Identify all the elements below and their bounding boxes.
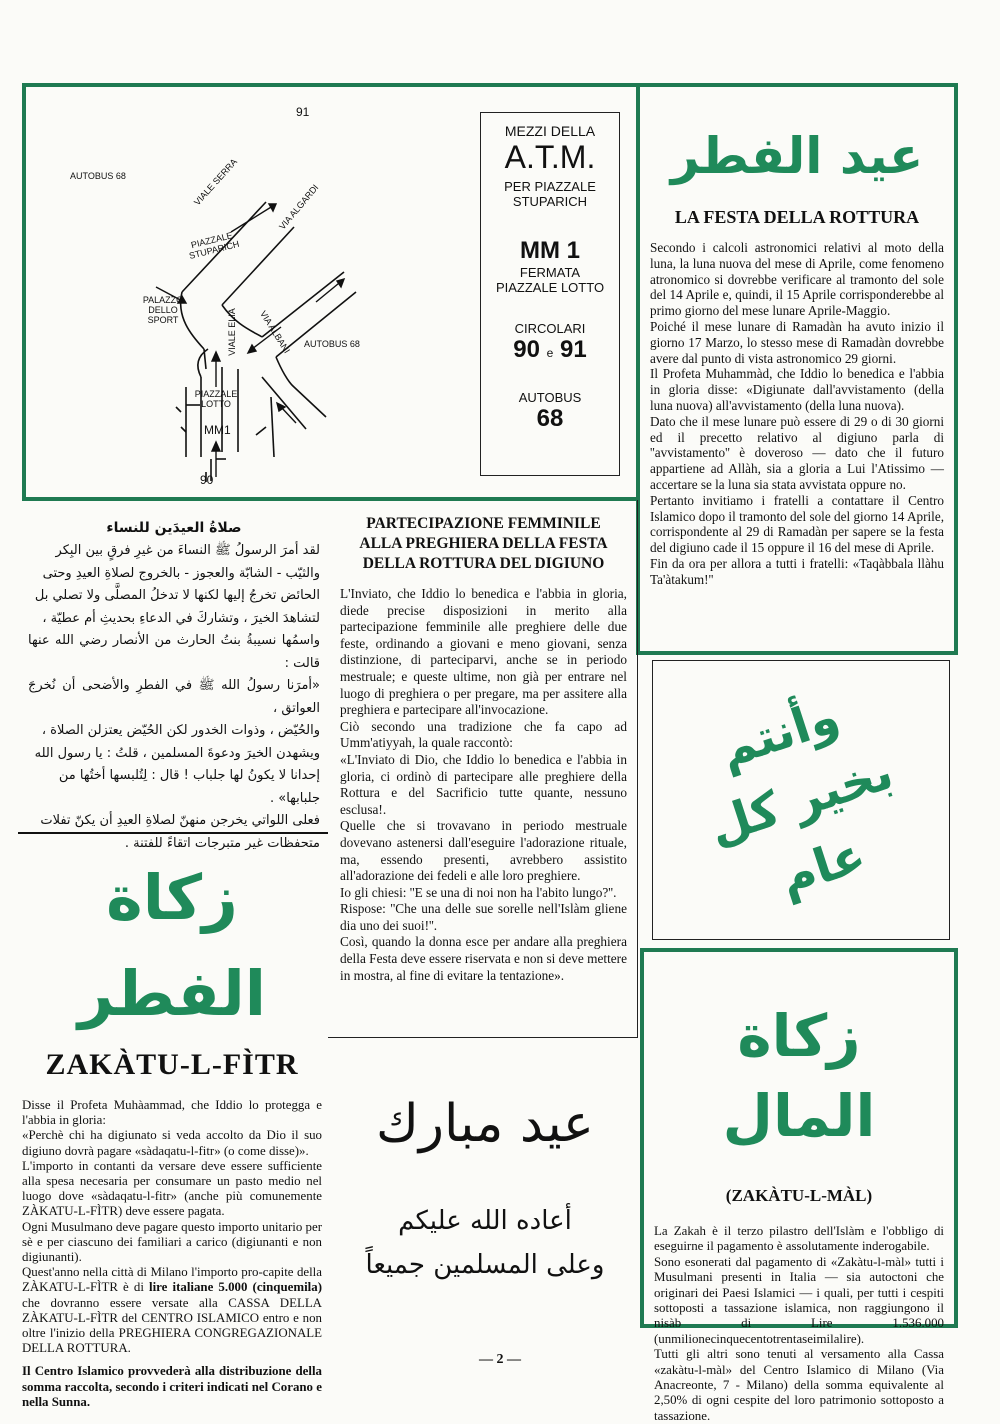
- label-piazzale-stuparich: PIAZZALE STUPARICH: [188, 230, 241, 261]
- partecipazione-paragraph: Così, quando la donna esce per andare alla preghiera della Festa deve essere riservata e non si deve mettere in mostra, al fine di evitare la tentazione».: [340, 934, 627, 983]
- festa-paragraph: Il Profeta Muhammàd, che Iddio lo benedica e l'abbia in gloria disse: «Digiunate dall'avvistamento (della luna nuova) all'avvistamento (della luna nuova).: [650, 366, 944, 413]
- festa-arabic-title: عيد الفطر: [670, 127, 924, 185]
- zakat-fitr-arabic-title: زكاة الفطر: [77, 861, 267, 1030]
- atm-title: A.T.M.: [504, 139, 596, 175]
- arabic-line: ويشهدن الخيرَ ودعوةَ المسلمين ، قلتُ : يا رسول الله: [34, 745, 320, 761]
- label-piazzale-lotto: PIAZZALE LOTTO: [194, 389, 238, 409]
- partecipazione-paragraph: Io gli chiesi: ''E se una di noi non ha l'abito lungo?''.: [340, 884, 617, 900]
- atm-line2: PER PIAZZALE: [504, 179, 596, 194]
- eid-mubarak-calligraphy: عيد مبارك: [376, 1094, 594, 1154]
- zakat-fitr-paragraph: Ogni Musulmano deve pagare questo importo unitario per sè e per ciascuno dei familiari a carico (digiunanti e non digiunanti).: [22, 1219, 322, 1265]
- festa-paragraph: Pertanto invitiamo i fratelli a contattare il Centro Islamico dopo il tramonto del sole del giorno 14 Aprile, corrispondente al 29 di Ramadàn per sapere se la festa del digiuno cade il 15 oppure il 16 del mese di Aprile.: [650, 492, 944, 556]
- arabic-women-heading: صلاةُ العيدَين للنساء: [106, 520, 242, 536]
- zakat-mal-paragraph: Tutti gli altri sono tenuti al versamento alla Cassa «zakàtu-l-màl» del Centro Islamico di Milano (Via Anacreonte, 7 - Milano) della somma equivalente al 2,50% di ogni cespite del loro patrimonio sottoposto a tassazione.: [654, 1347, 944, 1423]
- festa-paragraph: Secondo i calcoli astronomici relativi al moto della luna, la luna nuova del mese di Aprile, come fenomeno atronomico si dovrebbe verificare al tramonto del sole del 14 Aprile e, quindi, il 15 Aprile corrisponderebbe al primo giorno del mese lunare Aprile-Maggio.: [650, 240, 944, 319]
- zakat-fitr-paragraph-amount: [22, 1265, 322, 1356]
- zakat-fitr-amount: lire italiane 5.000 (cinquemila): [149, 1280, 322, 1295]
- partecipazione-paragraph: Quelle che si trovavano in periodo mestruale dovevano astenersi dall'eseguire l'adorazione rituale, ma, essendo presenti, avrebbero assistito all'adorazione dei fedeli e alle loro preghiere.: [340, 818, 627, 884]
- zakat-fitr-amount-post: che dovranno essere versate alla CASSA DELLA ZÀKATU-L-FÌTR del CENTRO ISLAMICO entro e non oltre l'inizio della PREGHIERA CONGREGAZIONALE DELLA ROTTURA.: [22, 1295, 322, 1356]
- arabic-line: الحائض تخرجُ إليها لكنها لا تدخلُ المصلَّى ولا تصلي بل: [34, 588, 320, 603]
- label-bus-90: 90: [200, 473, 214, 487]
- greeting-calligraphy: وأنتم بخير كل عام: [702, 688, 900, 907]
- zakat-fitr-amount-pre: Quest'anno nella città di Milano l'importo pro-capite della ZÀKATU-L-FÌTR è di: [22, 1265, 322, 1295]
- arabic-line: لقد أمرَ الرسولُ ﷺ النساءَ من غيرِ فرقٍ بين البِكر: [55, 543, 320, 558]
- atm-circolari-numbers: [481, 336, 619, 364]
- atm-mm1: MM 1: [520, 237, 580, 264]
- arabic-line: واسمُها نسيبةُ بنتُ الحارث من الأنصار رضي الله عنها قالت :: [28, 633, 320, 671]
- zakat-fitr-paragraph: «Perchè chi ha digiunato si veda accolto da Dio il suo digiuno dovrà pagare «sàdaqatu-l-fitr» (o come disse)».: [22, 1128, 322, 1158]
- left-divider: [18, 832, 328, 834]
- arabic-line: لتشاهدَ الخيرَ ، وتشاركَ في الدعاءِ بحديثِ أم عطيّة ،: [42, 610, 320, 626]
- label-viale-serra: VIALE SERRA: [192, 156, 239, 208]
- zakat-fitr-closing: Il Centro Islamico provvederà alla distribuzione della somma raccolta, secondo i criteri indicati nel Corano e nella Sunna.: [22, 1364, 322, 1409]
- arabic-line: متحفظات غير متبرجات اتقاءً للفتنة .: [124, 835, 320, 851]
- zakat-mal-title: (ZAKÀTU-L-MÀL): [725, 1186, 873, 1205]
- atm-line3: STUPARICH: [512, 194, 588, 209]
- label-via-albani: VIA ALBANI: [258, 308, 292, 356]
- greeting-calligraphy-box: [652, 660, 950, 940]
- atm-line1: MEZZI DELLA: [504, 123, 596, 139]
- partecipazione-paragraph: L'Inviato, che Iddio lo benedica e l'abbia in gloria, diede precise disposizioni in merito alla partecipazione femminile alle preghiere delle due feste, ordinando a giovani e meno giovani, senza distinzione, di parteciparvi, anche se in periodo mestruale; e queste ultime, non già per entrare nel luogo di preghiera o per pregare, ma per assitere alla preghiera e partecipare all'invocazione.: [340, 586, 627, 718]
- zakat-mal-paragraph: Sono esonerati dal pagamento di «Zakàtu-l-màl» tutti i Musulmani presenti in Italia — sia autoctoni che originari dei Paesi Islamici — i quali, per tutti i cespiti sottoposti a tassazione islamica, non raggiungono il nisàb di Lire 1.536.000 (unmilionecinquecentotrentaseimilalire).: [654, 1254, 944, 1346]
- label-autobus-68-right: AUTOBUS 68: [304, 339, 360, 349]
- partecipazione-paragraph: Ciò secondo una tradizione che fa capo ad Umm'atiyyah, la quale raccontò:: [340, 718, 627, 751]
- label-via-algardi: VIA ALGARDI: [277, 182, 321, 232]
- atm-piazzale-lotto: PIAZZALE LOTTO: [495, 280, 605, 295]
- arabic-line: إحدانا لا يكونُ لها جلباب ! قال : لِتُلبسها أختُها من: [58, 768, 320, 783]
- partecipazione-paragraph: «L'Inviato di Dio, che Iddio lo benedica e l'abbia in gloria, ci ordinò di partecipare alle preghiere della Rottura e del Sacrificio tutte quante, nessuno esclusa!.: [340, 751, 627, 817]
- zakat-fitr-paragraph: Disse il Profeta Muhàammad, che Iddio lo protegga e l'abbia in gloria:: [22, 1098, 322, 1128]
- partecipazione-body: [340, 586, 627, 984]
- arabic-line: والثيّب - الشابّة والعجوز - بالخروج لصلاةِ العيدِ وحتى: [42, 565, 320, 581]
- label-mm1: MM1: [204, 423, 231, 437]
- atm-number-90: 90: [513, 336, 540, 363]
- atm-autobus: AUTOBUS: [518, 390, 582, 405]
- partecipazione-title-3: DELLA ROTTURA DEL DIGIUNO: [362, 555, 605, 572]
- arabic-line: «أمرَنا رسولُ الله ﷺ في الفطرِ والأضحى أن نُخرجَ العواتق ،: [28, 678, 320, 716]
- arabic-women-block: [28, 520, 320, 851]
- zakat-fitr-block: [22, 842, 322, 1409]
- arabic-line: والحُيّض ، وذوات الخدور لكن الحُيّض يعتزلن الصلاة ،: [41, 723, 320, 738]
- partecipazione-block: [328, 500, 638, 1038]
- eid-mubarak-line2: وعلى المسلمين جميعاً: [365, 1250, 605, 1280]
- atm-fermata: FERMATA: [519, 265, 581, 280]
- festa-title: LA FESTA DELLA ROTTURA: [674, 207, 920, 227]
- page-number: — 2 —: [479, 1352, 521, 1367]
- arabic-line: فعلى اللواتي يخرجن منهنّ لصلاةِ العيدِ أن يكنّ تفلات: [40, 813, 320, 828]
- atm-bus-number: 68: [536, 405, 564, 432]
- atm-info-box: [480, 112, 620, 476]
- festa-body: [650, 240, 944, 588]
- zakat-fitr-body: [22, 1098, 322, 1410]
- eid-mubarak-block: [340, 1055, 630, 1325]
- label-palazzo-dello-sport: PALAZZO DELLO SPORT: [142, 295, 184, 325]
- zakat-fitr-paragraph: L'importo in contanti da versare deve essere sufficiente alla spesa necesaria per consumare un pasto medio nel luogo dove «sàdaqatu-l-fitr» (anche più comunemente ZÀKATU-L-FÌTR) deve essere pagata.: [22, 1158, 322, 1219]
- zakat-mal-arabic-title: زكاة المال: [722, 1002, 876, 1150]
- partecipazione-title-2: ALLA PREGHIERA DELLA FESTA: [359, 535, 608, 552]
- festa-paragraph: Dato che il mese lunare può essere di 29 o di 30 giorni ed il precetto relativo al digiuno parla di ''avvistamento'' è doveroso — dato che il futuro appartiene ad Allàh, sia a gloria a Lui l'Atissimo — accertare se la luna sia stata avvistata oppure no.: [650, 413, 944, 492]
- map-box: [22, 83, 638, 501]
- label-viale-elia: VIALE ELIA: [226, 308, 237, 356]
- street-map: [26, 87, 466, 497]
- atm-circolari: CIRCOLARI: [514, 321, 586, 336]
- partecipazione-title-1: PARTECIPAZIONE FEMMINILE: [366, 515, 601, 532]
- zakat-mal-body: [654, 1224, 944, 1424]
- partecipazione-paragraph: Rispose: ''Che una delle sue sorelle nell'Islàm gliene dia uno dei suoi!''.: [340, 901, 627, 933]
- atm-number-e: e: [546, 346, 554, 360]
- label-bus-91: 91: [296, 105, 310, 119]
- festa-paragraph: Fin da ora per allora a tutti i fratelli: «Taqàbbala llàhu Ta'àtakum!'': [650, 555, 944, 587]
- zakat-fitr-title: ZAKÀTU-L-FÌTR: [45, 1048, 299, 1081]
- zakat-mal-paragraph: La Zakah è il terzo pilastro dell'Islàm e l'obbligo di eseguirne il pagamento è assolutamente inderogabile.: [654, 1224, 944, 1254]
- arabic-women-text: [28, 540, 320, 855]
- arabic-line: جلبابها» .: [269, 790, 320, 806]
- festa-paragraph: Poiché il mese lunare di Ramadàn ha avuto inizio il giorno 17 Marzo, lo stesso mese di Ramadàn dovrebbe avere dal punto di vista astronomico 29 giorni.: [650, 318, 944, 366]
- festa-box: [636, 83, 958, 655]
- zakat-mal-box: [640, 948, 958, 1423]
- atm-number-91: 91: [560, 336, 587, 363]
- label-autobus-68-top: AUTOBUS 68: [70, 171, 126, 181]
- eid-mubarak-line1: أعاده الله عليكم: [398, 1206, 572, 1236]
